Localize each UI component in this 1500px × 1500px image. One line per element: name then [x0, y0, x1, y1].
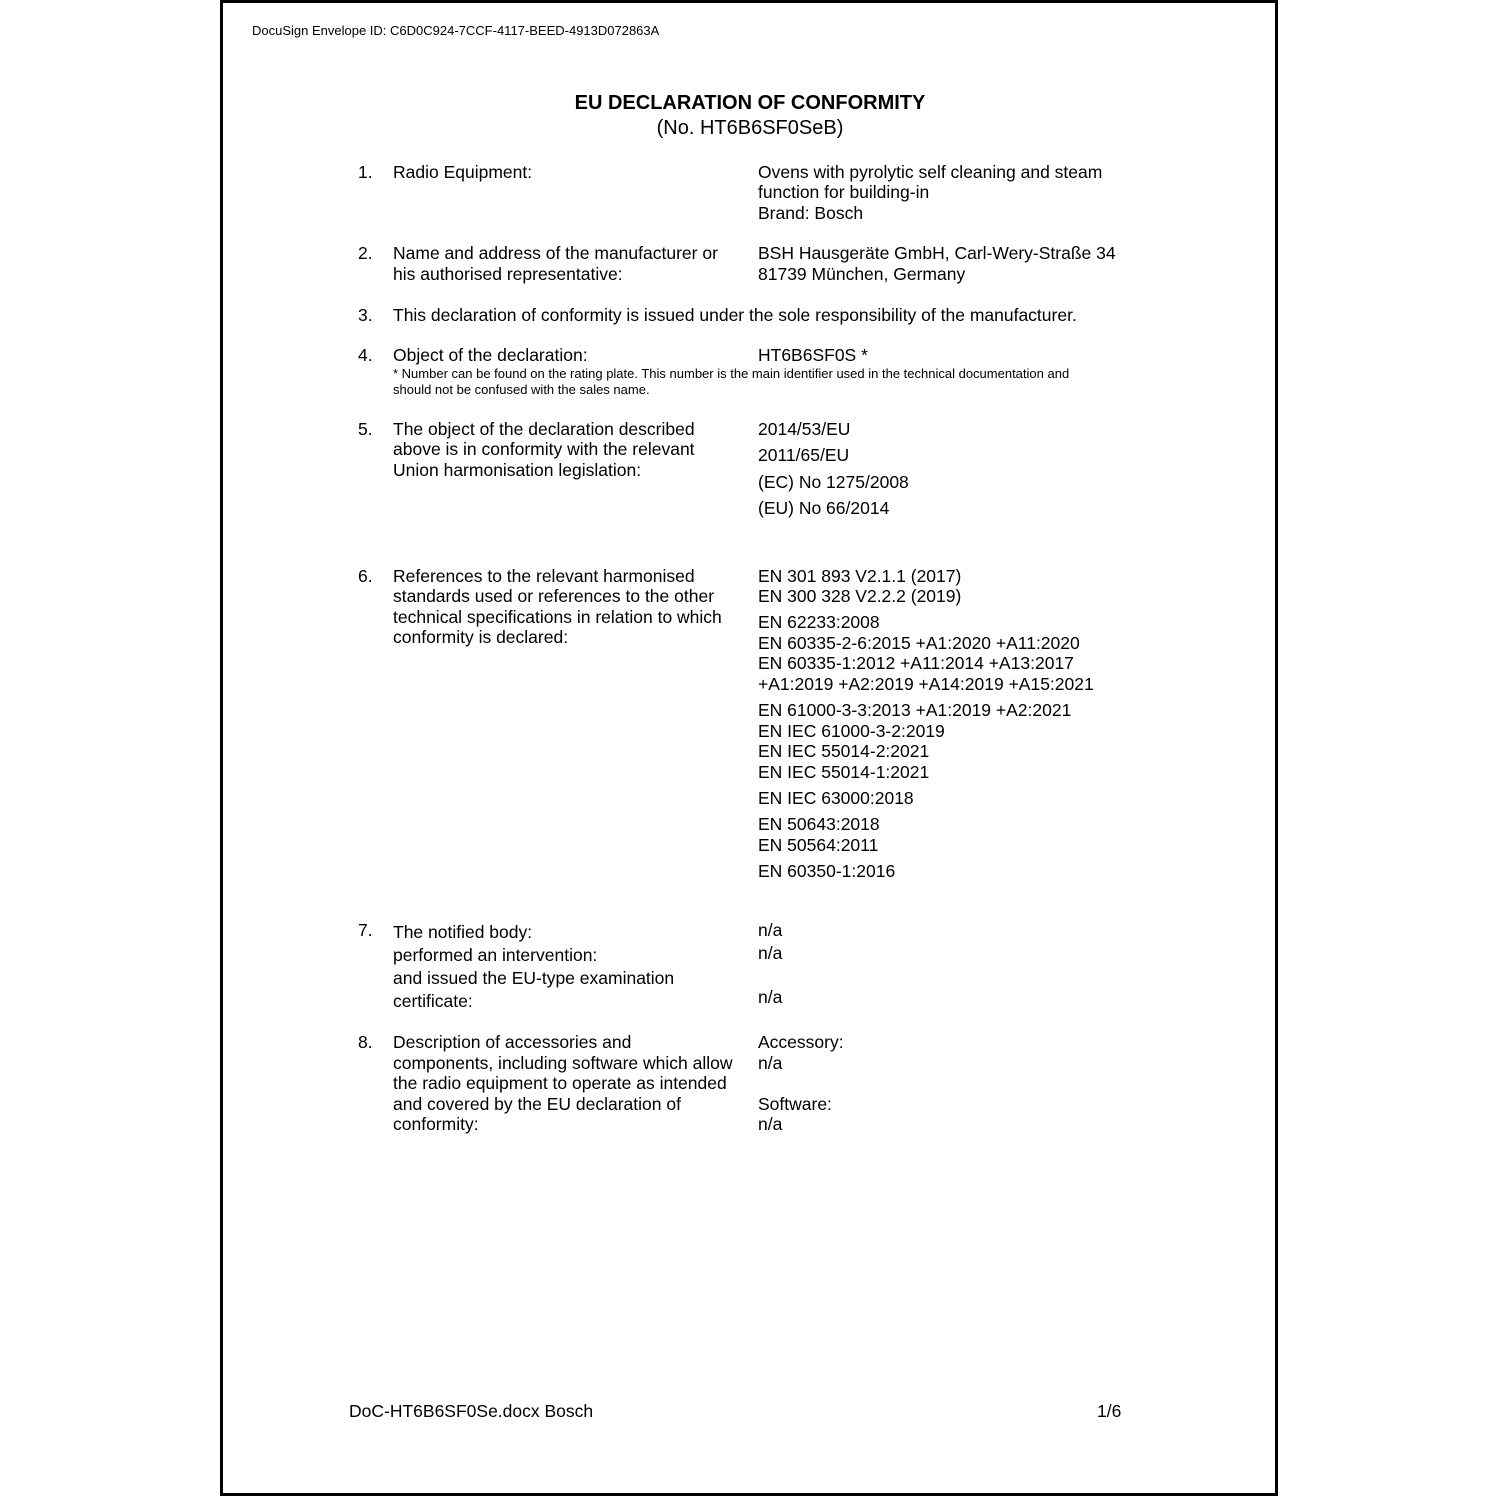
item-label: his authorised representative:	[393, 264, 623, 284]
item-label: The notified body:	[393, 922, 533, 942]
item-label: conformity is declared:	[393, 627, 569, 647]
item-value: EN 50564:2011	[758, 835, 879, 855]
item-value: BSH Hausgeräte GmbH, Carl-Wery-Straße 34	[758, 243, 1116, 263]
item-value: EN 50643:2018	[758, 814, 880, 834]
item-label: above is in conformity with the relevant	[393, 439, 695, 459]
item-value: n/a	[758, 920, 783, 940]
item-value: EN 301 893 V2.1.1 (2017)	[758, 566, 962, 586]
document-page	[220, 0, 1278, 1496]
document-subtitle: (No. HT6B6SF0SeB)	[656, 117, 844, 139]
footnote: should not be confused with the sales name.	[393, 382, 650, 397]
document-title: EU DECLARATION OF CONFORMITY	[574, 92, 926, 114]
item-number: 5.	[358, 419, 373, 439]
item-value: EN IEC 55014-2:2021	[758, 741, 930, 761]
item-label: technical specifications in relation to which	[393, 607, 722, 627]
item-value: HT6B6SF0S *	[758, 345, 868, 365]
item-value: Ovens with pyrolytic self cleaning and steam	[758, 162, 1103, 182]
item-value: n/a	[758, 1053, 783, 1073]
item-value: EN 60335-2-6:2015 +A1:2020 +A11:2020	[758, 633, 1080, 653]
item-label: References to the relevant harmonised	[393, 566, 695, 586]
footer-page-number: 1/6	[1097, 1401, 1122, 1421]
item-label: This declaration of conformity is issued under the sole responsibility of the manufacturer.	[393, 305, 1077, 325]
item-value: 81739 München, Germany	[758, 264, 966, 284]
item-label: Name and address of the manufacturer or	[393, 243, 718, 263]
item-value: EN 60335-1:2012 +A11:2014 +A13:2017	[758, 653, 1074, 673]
item-value: EN IEC 63000:2018	[758, 788, 914, 808]
item-label: conformity:	[393, 1114, 479, 1134]
item-number: 8.	[358, 1032, 373, 1052]
item-value: n/a	[758, 987, 783, 1007]
item-label: Object of the declaration:	[393, 345, 588, 365]
item-value: EN 300 328 V2.2.2 (2019)	[758, 586, 962, 606]
item-label: Union harmonisation legislation:	[393, 460, 642, 480]
item-label: performed an intervention:	[393, 945, 598, 965]
item-value: Accessory:	[758, 1032, 844, 1052]
item-value: EN IEC 55014-1:2021	[758, 762, 930, 782]
item-value: n/a	[758, 1114, 783, 1134]
item-label: The object of the declaration described	[393, 419, 695, 439]
item-label: certificate:	[393, 991, 473, 1011]
item-label: and issued the EU-type examination	[393, 968, 675, 988]
item-value: (EC) No 1275/2008	[758, 472, 909, 492]
item-value: n/a	[758, 943, 783, 963]
envelope-id: DocuSign Envelope ID: C6D0C924-7CCF-4117-BEED-4913D072863A	[252, 23, 660, 38]
item-number: 1.	[358, 162, 373, 182]
item-value: Brand: Bosch	[758, 203, 864, 223]
item-value: 2011/65/EU	[758, 445, 850, 465]
item-number: 2.	[358, 243, 373, 263]
item-value: EN 62233:2008	[758, 612, 880, 632]
footer-filename: DoC-HT6B6SF0Se.docx Bosch	[349, 1401, 594, 1421]
item-value: EN 61000-3-3:2013 +A1:2019 +A2:2021	[758, 700, 1072, 720]
item-number: 3.	[358, 305, 373, 325]
item-value: function for building-in	[758, 182, 930, 202]
item-value: +A1:2019 +A2:2019 +A14:2019 +A15:2021	[758, 674, 1094, 694]
item-number: 7.	[358, 920, 373, 940]
item-value: 2014/53/EU	[758, 419, 851, 439]
footnote: * Number can be found on the rating plate. This number is the main identifier used in the technical documentation and	[393, 366, 1070, 381]
item-label: Description of accessories and	[393, 1032, 632, 1052]
item-label: and covered by the EU declaration of	[393, 1094, 681, 1114]
item-label: components, including software which allow	[393, 1053, 733, 1073]
item-value: EN IEC 61000-3-2:2019	[758, 721, 945, 741]
item-value: (EU) No 66/2014	[758, 498, 890, 518]
item-label: Radio Equipment:	[393, 162, 533, 182]
item-number: 4.	[358, 345, 373, 365]
item-number: 6.	[358, 566, 373, 586]
item-value: Software:	[758, 1094, 832, 1114]
item-label: the radio equipment to operate as intended	[393, 1073, 727, 1093]
item-value: EN 60350-1:2016	[758, 861, 896, 881]
item-label: standards used or references to the other	[393, 586, 715, 606]
